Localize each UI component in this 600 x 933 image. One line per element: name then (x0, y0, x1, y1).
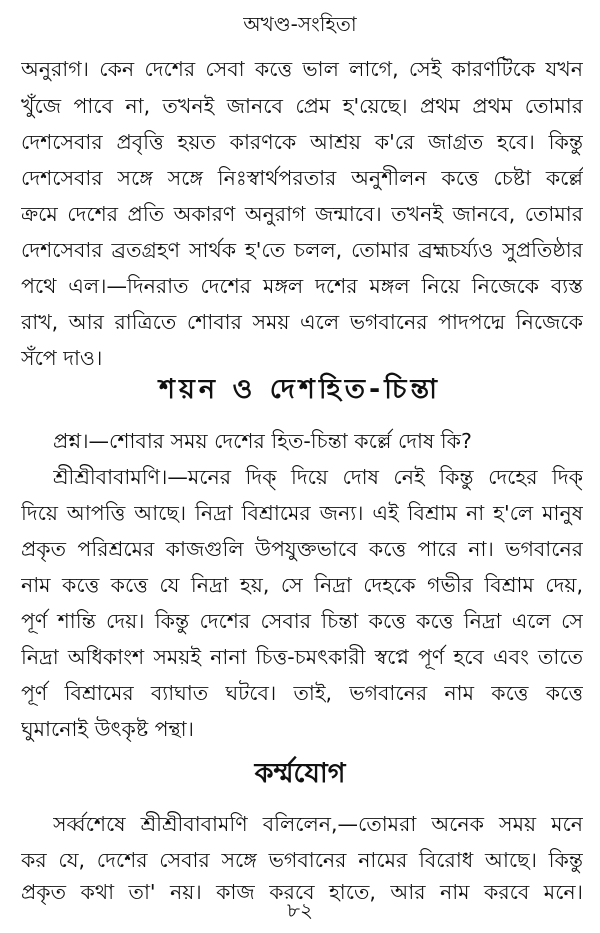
text-line: কর যে, দেশের সেবার সঙ্গে ভগবানের নামের বিরোধ আছে। কিন্তু (21, 848, 583, 872)
question-line: প্রশ্ন।—শোবার সময় দেশের হিত-চিন্তা কর্ল্লে দোষ কি? (53, 429, 472, 453)
text-line: নাম কত্তে কত্তে যে নিদ্রা হয়, সে নিদ্রা দেহকে গভীর বিশ্রাম দেয়, (21, 573, 583, 597)
text-line: খুঁজে পাবে না, তখনই জানবে প্রেম হ'য়েছে। প্রথম প্রথম তোমার (21, 94, 583, 118)
text-line: পূর্ণ শান্তি দেয়। কিন্তু দেশের সেবার চিন্তা কত্তে কত্তে নিদ্রা এলে সে (21, 609, 583, 633)
text-line: প্রকৃত পরিশ্রমের কাজগুলি উপযুক্তভাবে কত্তে পারে না। ভগবানের (21, 537, 583, 561)
text-line: প্রকৃত কথা তা' নয়। কাজ করবে হাতে, আর নাম করবে মনে। (21, 880, 583, 904)
text-line: দেশসেবার ব্রতগ্রহণ সার্থক হ'তে চলল, তোমার ব্রহ্মচর্য্যও সুপ্রতিষ্ঠার (21, 238, 583, 262)
section-heading: কর্ম্মযোগ (254, 758, 346, 789)
text-line: ক্রমে দেশের প্রতি অকারণ অনুরাগ জন্মাবে। তখনই জানবে, তোমার (21, 202, 583, 226)
text-line: পথে এল।—দিনরাত দেশের মঙ্গল দশের মঙ্গল নিয়ে নিজেকে ব্যস্ত (21, 274, 583, 298)
page-number: ৮২ (287, 898, 313, 922)
text-line: পূর্ণ বিশ্রামের ব্যাঘাত ঘটবে। তাই, ভগবানের নাম কত্তে কত্তে (21, 681, 583, 705)
text-line: দেশসেবার প্রবৃত্তি হয়ত কারণকে আশ্রয় ক'রে জাগ্রত হবে। কিন্তু (21, 130, 583, 154)
text-line: রাখ, আর রাত্রিতে শোবার সময় এলে ভগবানের পাদপদ্মে নিজেকে (21, 310, 583, 334)
text-line: নিদ্রা অধিকাংশ সময়ই নানা চিত্ত-চমৎকারী স্বপ্নে পূর্ণ হবে এবং তাতে (21, 645, 583, 669)
section-heading: শয়ন ও দেশহিত-চিন্তা (159, 374, 441, 405)
running-head: অখণ্ড-সংহিতা (243, 12, 357, 36)
text-line: অনুরাগ। কেন দেশের সেবা কত্তে ভাল লাগে, সেই কারণটিকে যখন (21, 57, 583, 81)
text-line: দিয়ে আপত্তি আছে। নিদ্রা বিশ্রামের জন্য। এই বিশ্রাম না হ'লে মানুষ (21, 501, 583, 525)
text-line: সর্ব্বশেষে শ্রীশ্রীবাবামণি বলিলেন,—তোমরা অনেক সময় মনে (53, 812, 583, 836)
text-line: ঘুমানোই উৎকৃষ্ট পন্থা। (21, 717, 194, 741)
text-line: শ্রীশ্রীবাবামণি।—মনের দিক্ দিয়ে দোষ নেই কিন্তু দেহের দিক্ (53, 465, 583, 489)
text-line: দেশসেবার সঙ্গে সঙ্গে নিঃস্বার্থপরতার অনুশীলন কত্তে চেষ্টা কর্ল্লে (21, 166, 583, 190)
text-line: সঁপে দাও। (21, 346, 103, 370)
